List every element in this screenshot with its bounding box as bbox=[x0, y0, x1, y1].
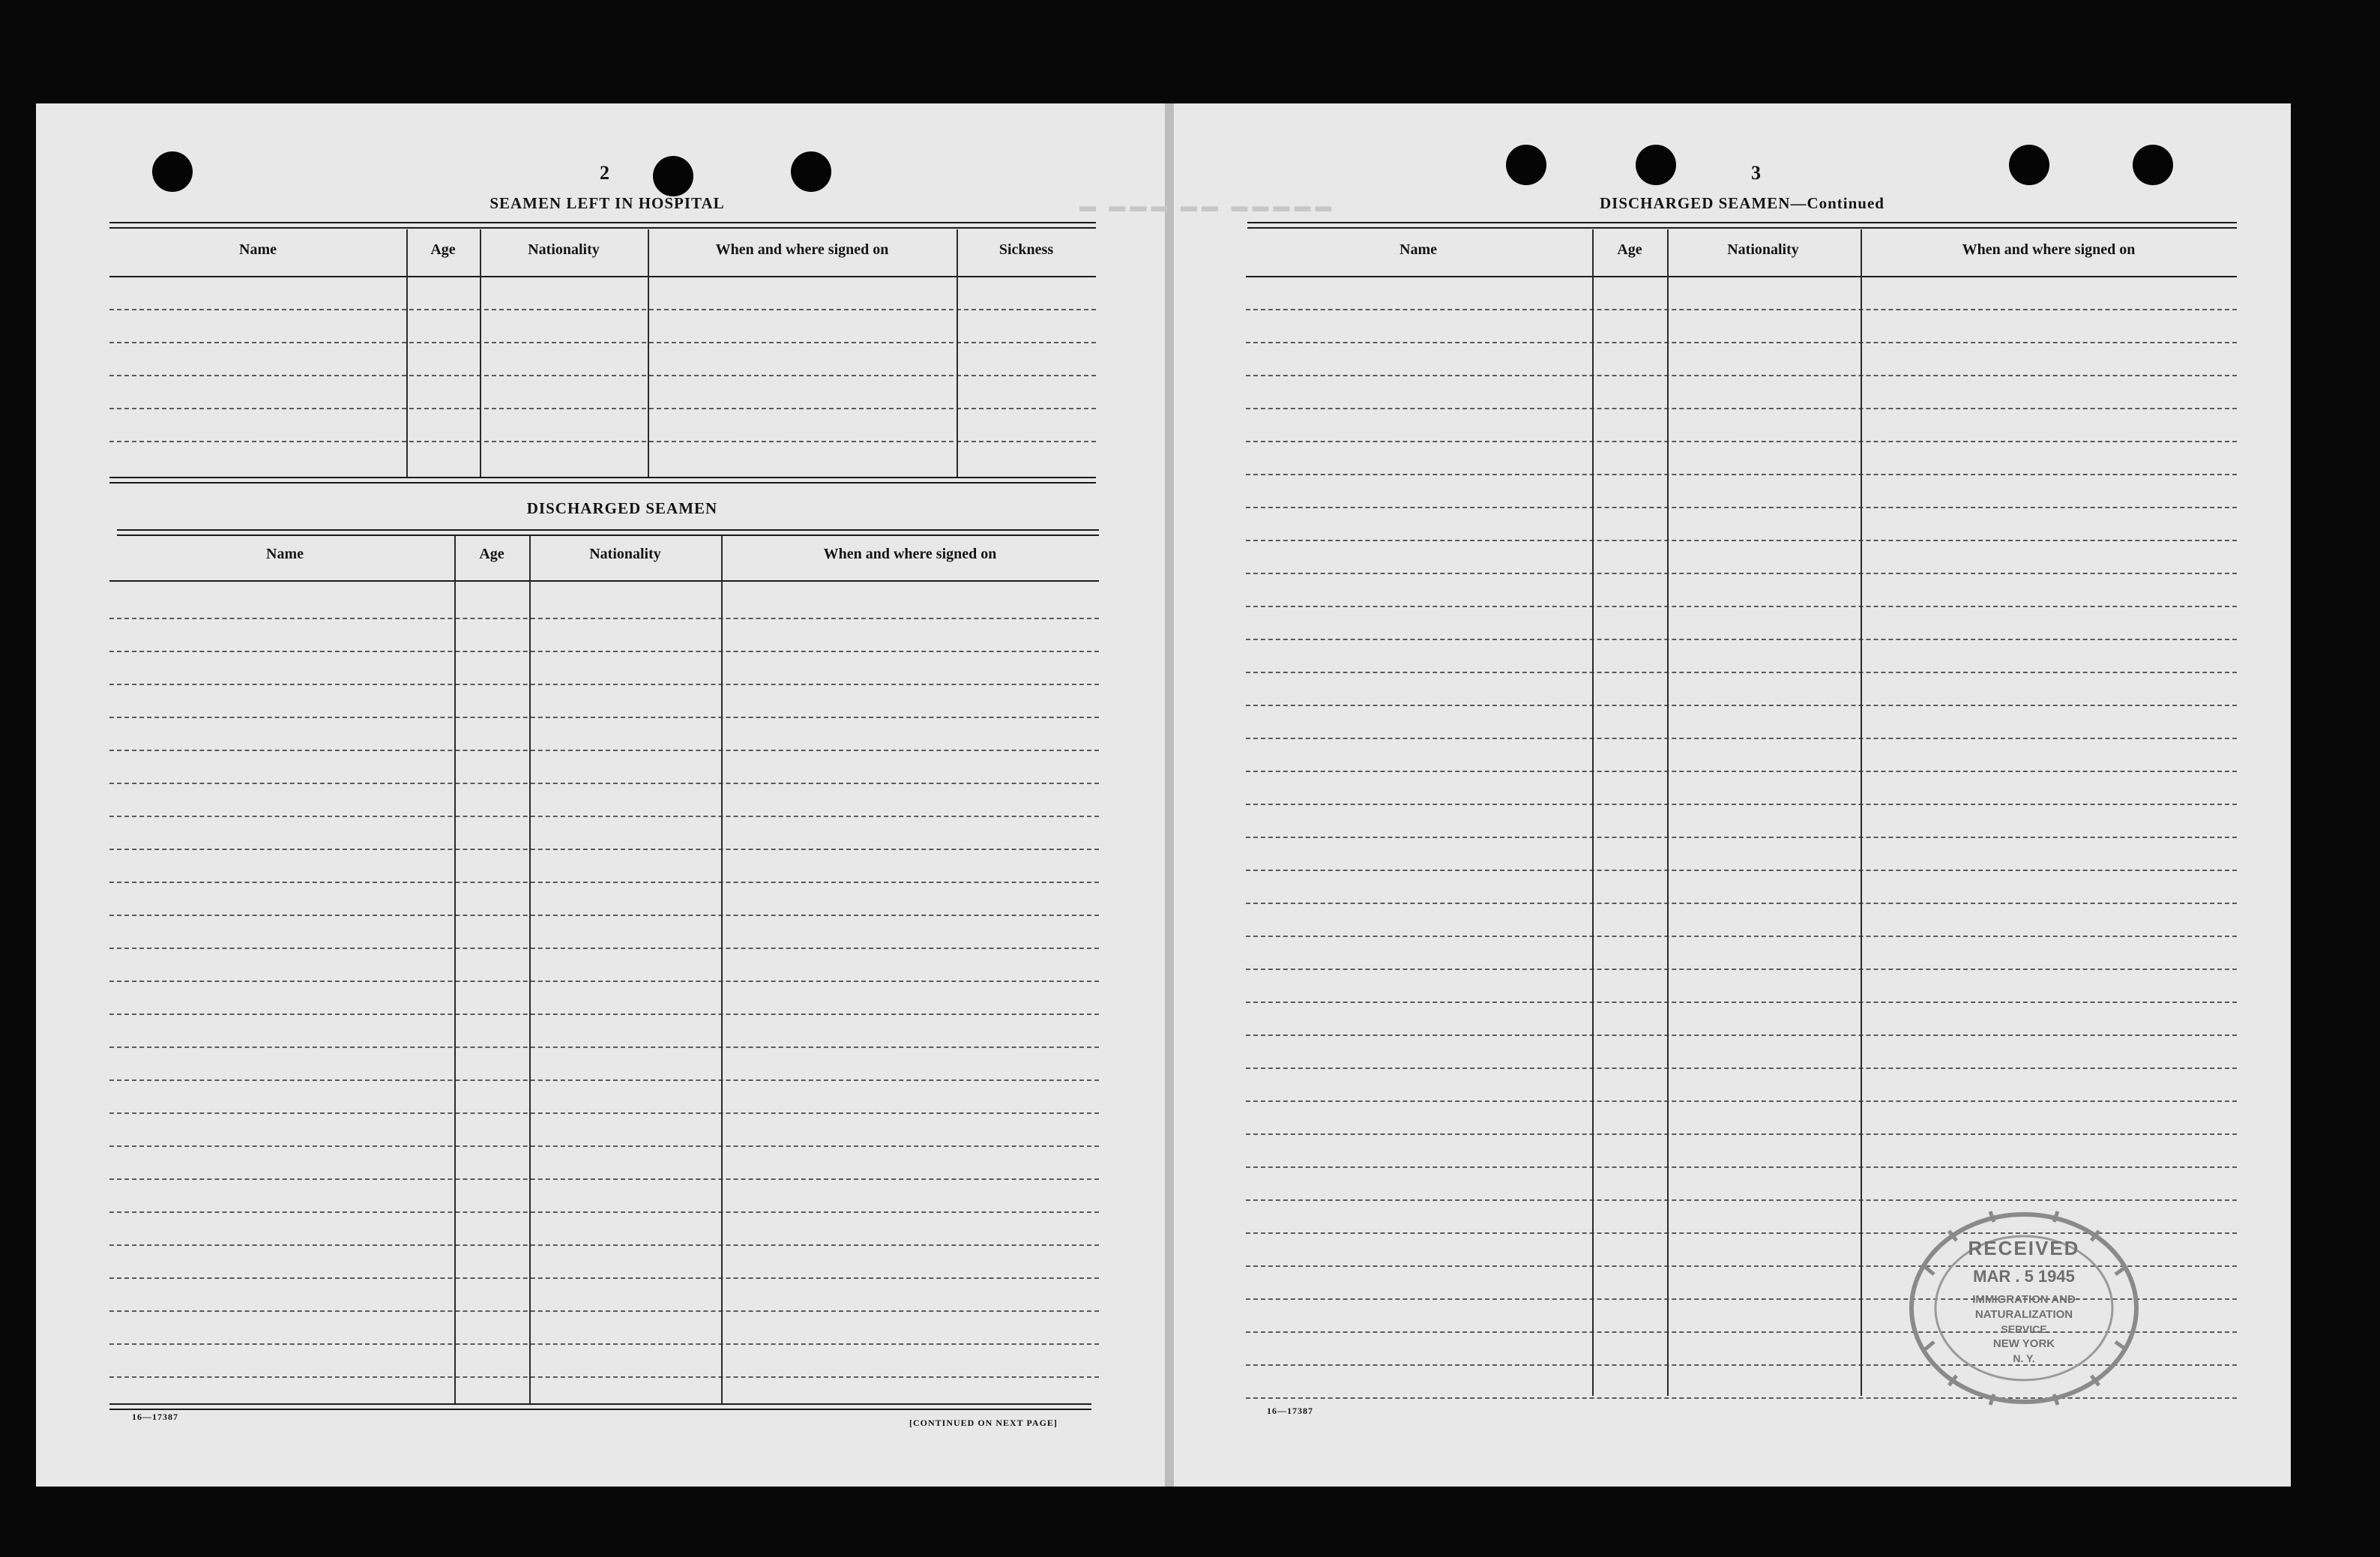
ruled-row-line bbox=[109, 375, 1096, 376]
ruled-row-line bbox=[1246, 309, 2237, 310]
ruled-row-line bbox=[1246, 969, 2237, 970]
ruled-row-line bbox=[109, 882, 1099, 883]
col-header-when-where: When and where signed on bbox=[1962, 241, 2136, 258]
section-rule bbox=[117, 529, 1099, 531]
section-rule bbox=[109, 222, 1096, 223]
ruled-row-line bbox=[109, 342, 1096, 343]
ruled-row-line bbox=[1246, 606, 2237, 607]
punch-hole bbox=[1636, 145, 1676, 185]
form-code: 16—17387 bbox=[132, 1412, 178, 1422]
ruled-row-line bbox=[109, 1376, 1099, 1378]
ruled-row-line bbox=[1246, 1067, 2237, 1069]
ruled-row-line bbox=[109, 849, 1099, 850]
punch-hole bbox=[1506, 145, 1546, 185]
table-bottom-rule bbox=[109, 1403, 1091, 1405]
discharged-continued-title bbox=[1517, 194, 1967, 213]
column-divider bbox=[1861, 229, 1862, 1396]
column-divider bbox=[529, 535, 531, 1403]
ruled-row-line bbox=[109, 783, 1099, 784]
stamp-date: MAR . 5 1945 bbox=[1973, 1267, 2075, 1286]
header-rule bbox=[1246, 276, 2237, 277]
header-rule bbox=[109, 276, 1096, 277]
column-divider bbox=[721, 535, 723, 1403]
ruled-row-line bbox=[109, 1014, 1099, 1015]
bleed-through-mark: ▬ ▬▬▬ ▬▬ ▬▬▬▬▬ bbox=[1079, 196, 1337, 215]
ruled-row-line bbox=[1246, 639, 2237, 640]
ruled-row-line bbox=[1246, 573, 2237, 574]
ruled-row-line bbox=[109, 948, 1099, 949]
punch-hole bbox=[152, 151, 193, 192]
ruled-row-line bbox=[109, 1310, 1099, 1312]
section-title: DISCHARGED SEAMEN bbox=[1600, 194, 1791, 212]
ruled-row-line bbox=[1246, 1002, 2237, 1003]
ruled-row-line bbox=[1246, 771, 2237, 772]
ruled-row-line bbox=[109, 1277, 1099, 1279]
page-number: 2 bbox=[600, 162, 610, 184]
col-header-name: Name bbox=[239, 241, 277, 258]
ruled-row-line bbox=[1246, 375, 2237, 376]
ruled-row-line bbox=[1246, 1100, 2237, 1102]
form-code: 16—17387 bbox=[1267, 1406, 1313, 1416]
ruled-row-line bbox=[1246, 738, 2237, 739]
ruled-row-line bbox=[109, 1211, 1099, 1213]
ruled-row-line bbox=[109, 1343, 1099, 1345]
column-divider bbox=[480, 229, 481, 477]
ruled-row-line bbox=[109, 981, 1099, 982]
continued-suffix: —Continued bbox=[1790, 194, 1885, 212]
ruled-row-line bbox=[109, 618, 1099, 619]
page-number: 3 bbox=[1751, 162, 1762, 184]
col-header-name: Name bbox=[266, 546, 304, 562]
ruled-row-line bbox=[109, 1079, 1099, 1081]
column-divider bbox=[956, 229, 958, 477]
ruled-row-line bbox=[1246, 1166, 2237, 1168]
ruled-row-line bbox=[1246, 672, 2237, 673]
ruled-row-line bbox=[1246, 1035, 2237, 1036]
section-rule bbox=[109, 477, 1096, 478]
punch-hole bbox=[2133, 145, 2173, 185]
ruled-row-line bbox=[109, 750, 1099, 751]
stamp-received: RECEIVED bbox=[1968, 1237, 2080, 1259]
ruled-row-line bbox=[109, 408, 1096, 409]
ruled-row-line bbox=[1246, 870, 2237, 871]
stamp-line: SERVICE bbox=[2001, 1323, 2047, 1335]
punch-hole bbox=[2009, 145, 2049, 185]
ruled-row-line bbox=[1246, 408, 2237, 409]
ruled-row-line bbox=[109, 651, 1099, 652]
ruled-row-line bbox=[1246, 474, 2237, 475]
ruled-row-line bbox=[109, 1244, 1099, 1246]
stamp-line: IMMIGRATION AND bbox=[1972, 1293, 2076, 1306]
ruled-row-line bbox=[1246, 804, 2237, 805]
col-header-nationality: Nationality bbox=[589, 546, 661, 562]
col-header-age: Age bbox=[1617, 241, 1642, 258]
ruled-row-line bbox=[1246, 705, 2237, 706]
section-rule bbox=[1247, 222, 2237, 223]
column-divider bbox=[1667, 229, 1669, 1396]
column-divider bbox=[1592, 229, 1594, 1396]
stamp-line: N. Y. bbox=[2013, 1352, 2035, 1364]
ruled-row-line bbox=[109, 309, 1096, 310]
col-header-name: Name bbox=[1400, 241, 1437, 258]
ruled-row-line bbox=[1246, 1199, 2237, 1201]
ruled-row-line bbox=[1246, 441, 2237, 442]
ruled-row-line bbox=[109, 915, 1099, 916]
stamp-line: NEW YORK bbox=[1992, 1337, 2055, 1350]
ruled-row-line bbox=[109, 717, 1099, 718]
page-fold bbox=[1165, 103, 1174, 1487]
column-divider bbox=[648, 229, 649, 477]
ruled-row-line bbox=[109, 1178, 1099, 1180]
ruled-row-line bbox=[109, 684, 1099, 685]
continued-note: [CONTINUED ON NEXT PAGE] bbox=[909, 1418, 1058, 1428]
ruled-row-line bbox=[1246, 936, 2237, 937]
col-header-when-where: When and where signed on bbox=[823, 546, 997, 562]
ruled-row-line bbox=[109, 1112, 1099, 1114]
left-page bbox=[36, 103, 1165, 1487]
punch-hole bbox=[791, 151, 831, 192]
received-stamp bbox=[1904, 1207, 2144, 1409]
col-header-age: Age bbox=[479, 546, 504, 562]
ruled-row-line bbox=[1246, 837, 2237, 838]
ruled-row-line bbox=[109, 441, 1096, 442]
column-divider bbox=[454, 535, 456, 1403]
header-rule bbox=[109, 580, 1099, 582]
col-header-nationality: Nationality bbox=[1727, 241, 1799, 258]
ruled-row-line bbox=[1246, 507, 2237, 508]
ruled-row-line bbox=[109, 816, 1099, 817]
stamp-line: NATURALIZATION bbox=[1974, 1308, 2073, 1321]
ruled-row-line bbox=[109, 1046, 1099, 1048]
ruled-row-line bbox=[1246, 1133, 2237, 1135]
ruled-row-line bbox=[1246, 342, 2237, 343]
ruled-row-line bbox=[109, 1145, 1099, 1147]
discharged-section-title: DISCHARGED SEAMEN bbox=[526, 499, 718, 517]
column-divider bbox=[406, 229, 408, 477]
col-header-sickness: Sickness bbox=[998, 241, 1054, 258]
ruled-row-line bbox=[1246, 540, 2237, 541]
col-header-when-where: When and where signed on bbox=[715, 241, 889, 258]
col-header-nationality: Nationality bbox=[528, 241, 600, 258]
punch-hole bbox=[653, 156, 693, 196]
col-header-age: Age bbox=[430, 241, 456, 258]
ruled-row-line bbox=[1246, 903, 2237, 904]
hospital-section-title: SEAMEN LEFT IN HOSPITAL bbox=[489, 194, 725, 212]
